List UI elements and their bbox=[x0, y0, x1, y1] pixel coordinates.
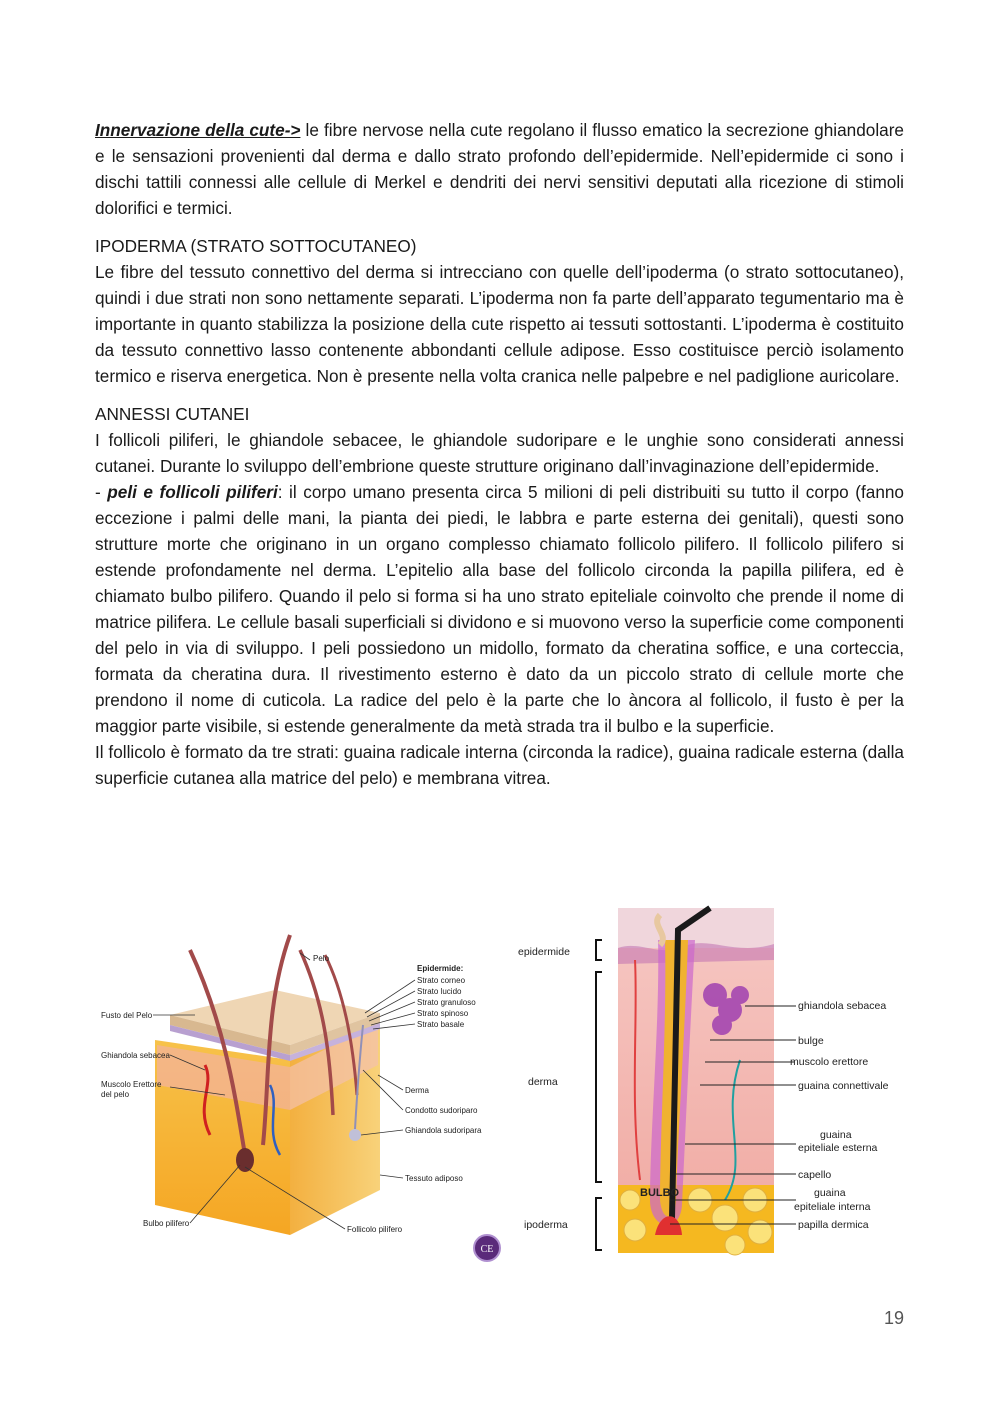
skin-section-figure bbox=[95, 895, 515, 1265]
label-pelo: Pelo bbox=[313, 954, 330, 963]
heading-peli: peli e follicoli piliferi bbox=[107, 482, 278, 502]
label-bulbo: Bulbo pilifero bbox=[143, 1219, 190, 1228]
label-fusto: Fusto del Pelo bbox=[101, 1011, 153, 1020]
logo-text: CE bbox=[480, 1244, 494, 1255]
label-bulbo-right: BULBO bbox=[640, 1187, 680, 1199]
text-innervazione: le fibre nervose nella cute regolano il flusso ematico la secrezione ghiandolare e le sensazioni provenienti dal derma e dallo strato profondo dell’epidermide. Nell’epidermide ci sono i dischi tattili connessi alle cellule di Merkel e dendriti dei nervi sensitivi deputati alla ricezione di stimoli dolorifici e termici. bbox=[95, 120, 904, 218]
label-follicolo: Follicolo pilifero bbox=[347, 1225, 403, 1234]
label-capello: capello bbox=[798, 1169, 832, 1181]
label-bulge: bulge bbox=[798, 1035, 824, 1047]
hair-follicle-figure bbox=[510, 900, 905, 1260]
label-strato-corneo: Strato corneo bbox=[417, 976, 466, 985]
text-peli: : il corpo umano presenta circa 5 milioni di peli distribuiti su tutto il corpo (fanno eccezione i palmi delle mani, la pianta dei piedi, le labbra e parte esterna dei genitali), questi sono strutture morte che originano in un organo complesso chiamato follicolo pilifero. Il follicolo pilifero si estende profondamente nel derma. L’epitelio alla base del follicolo circonda la papilla pilifera, ed è chiamato bulbo pilifero. Quando il pelo si forma si ha uno strato epiteliale coinvolto che prende il nome di matrice pilifera. Le cellule basali superficiali si dividono e si muovono verso la superficie come componenti del pelo in via di sviluppo. I peli possiedono un midollo, formato da cheratina soffice, e una corteccia, formata da cheratina dura. Il rivestimento esterno è dato da un piccolo strato di cellule morte che prendono il nome di cuticola. La radice del pelo è la parte che lo àncora al follicolo, il fusto è per la maggior parte visibile, si estende generalmente da metà strada tra il bulbo e la superficie. bbox=[95, 482, 904, 736]
paragraph-innervazione bbox=[95, 117, 904, 221]
label-epidermide: Epidermide: bbox=[417, 964, 464, 973]
paragraph-ipoderma: Le fibre del tessuto connettivo del derma si intrecciano con quelle dell’ipoderma (o strato sottocutaneo), quindi i due strati non sono nettamente separati. L’ipoderma non fa parte dell’apparato tegumentario ma è importante in quanto stabilizza la posizione della cute rispetto ai tessuti sottostanti. L’ipoderma è costituito da tessuto connettivo lasso contenente abbondanti cellule adipose. Esso costituisce perciò isolamento termico e riserva energetica. Non è presente nella volta cranica nelle palpebre e nel padiglione auricolare. bbox=[95, 262, 904, 386]
label-derma-right: derma bbox=[528, 1076, 558, 1088]
heading-annessi: ANNESSI CUTANEI bbox=[95, 404, 250, 424]
label-guaina-interna-1: guaina bbox=[814, 1187, 846, 1199]
label-muscolo-1: Muscolo Erettore bbox=[101, 1080, 162, 1089]
label-guaina-esterna-1: guaina bbox=[820, 1129, 852, 1141]
label-strato-lucido: Strato lucido bbox=[417, 987, 462, 996]
label-strato-spinoso: Strato spinoso bbox=[417, 1009, 469, 1018]
label-muscolo-2: del pelo bbox=[101, 1090, 130, 1099]
label-condotto: Condotto sudoriparo bbox=[405, 1106, 478, 1115]
label-epidermide-right: epidermide bbox=[518, 946, 570, 958]
label-guaina-connettivale: guaina connettivale bbox=[798, 1080, 889, 1092]
page-number: 19 bbox=[883, 1308, 904, 1328]
label-sudoripara: Ghiandola sudoripara bbox=[405, 1126, 482, 1135]
label-sebacea: Ghiandola sebacea bbox=[101, 1051, 170, 1060]
body-text bbox=[95, 117, 904, 791]
peli-prefix: - bbox=[95, 482, 108, 502]
label-adiposo: Tessuto adiposo bbox=[405, 1174, 463, 1183]
label-guaina-esterna-2: epiteliale esterna bbox=[798, 1142, 878, 1154]
paragraph-peli bbox=[95, 479, 904, 739]
label-ipoderma-right: ipoderma bbox=[524, 1219, 568, 1231]
paragraph-annessi-intro: I follicoli piliferi, le ghiandole sebacee, le ghiandole sudoripare e le unghie sono considerati annessi cutanei. Durante lo sviluppo dell’embrione queste strutture originano dall’invaginazione dell’epidermide. bbox=[95, 430, 904, 476]
heading-ipoderma: IPODERMA (STRATO SOTTOCUTANEO) bbox=[95, 236, 417, 256]
paragraph-follicolo: Il follicolo è formato da tre strati: guaina radicale interna (circonda la radice), guaina radicale esterna (dalla superficie cutanea alla matrice del pelo) e membrana vitrea. bbox=[95, 742, 904, 788]
label-papilla-dermica: papilla dermica bbox=[798, 1219, 869, 1231]
label-ghiandola-sebacea: ghiandola sebacea bbox=[798, 1000, 887, 1012]
label-guaina-interna-2: epiteliale interna bbox=[794, 1201, 871, 1213]
label-strato-granuloso: Strato granuloso bbox=[417, 998, 476, 1007]
label-derma: Derma bbox=[405, 1086, 430, 1095]
heading-innervazione: Innervazione della cute-> bbox=[95, 120, 301, 140]
label-muscolo-erettore: muscolo erettore bbox=[790, 1056, 869, 1068]
label-strato-basale: Strato basale bbox=[417, 1020, 465, 1029]
